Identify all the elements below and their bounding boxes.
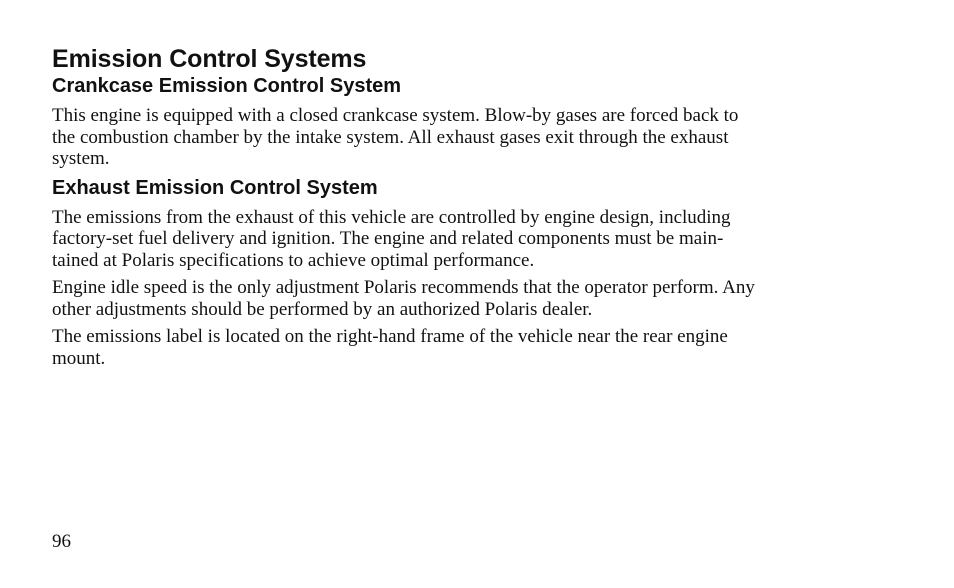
crankcase-paragraph	[52, 105, 912, 170]
page-content	[52, 44, 912, 369]
exhaust-p1-line-1: The emissions from the exhaust of this vehicle are controlled by engine design, including	[52, 206, 731, 228]
section-title: Emission Control Systems	[52, 45, 367, 73]
crankcase-line-3: system.	[52, 148, 110, 169]
crankcase-heading: Crankcase Emission Control System	[52, 75, 402, 97]
page-number: 96	[52, 531, 71, 552]
exhaust-paragraph-2	[52, 277, 912, 320]
exhaust-p1-line-2: factory-set fuel delivery and ignition. The engine and related components must be main-	[52, 228, 724, 249]
exhaust-p1-line-3: tained at Polaris specifications to achieve optimal performance.	[52, 249, 535, 271]
exhaust-p2-line-2: other adjustments should be performed by an authorized Polaris dealer.	[52, 298, 593, 320]
exhaust-p3-line-1: The emissions label is located on the right-hand frame of the vehicle near the rear engine	[52, 326, 728, 347]
crankcase-line-2: the combustion chamber by the intake system. All exhaust gases exit through the exhaust	[52, 126, 729, 148]
exhaust-paragraph-3	[52, 326, 912, 369]
exhaust-heading: Exhaust Emission Control System	[52, 176, 378, 199]
crankcase-line-1: This engine is equipped with a closed crankcase system. Blow-by gases are forced back to	[52, 105, 739, 126]
exhaust-p2-line-1: Engine idle speed is the only adjustment Polaris recommends that the operator perform. Any	[52, 277, 755, 298]
exhaust-p3-line-2: mount.	[52, 347, 106, 369]
exhaust-paragraph-1	[52, 207, 912, 272]
